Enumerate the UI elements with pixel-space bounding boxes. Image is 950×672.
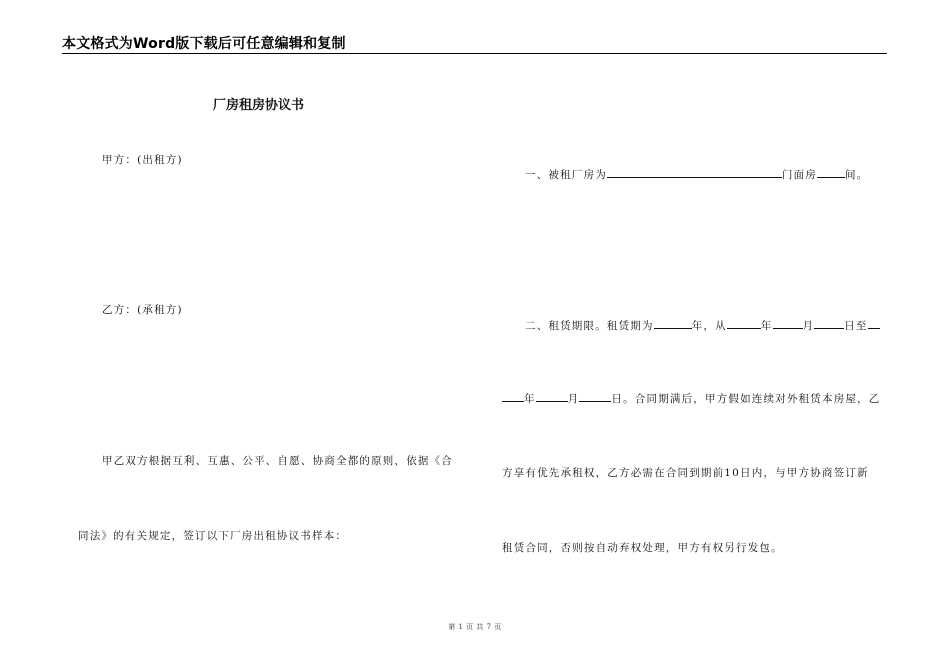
clause-2-line-1: [525, 318, 880, 333]
clause-2-line-4: 租赁合同，否则按自动弃权处理，甲方有权另行发包。: [502, 542, 783, 554]
clause-2-line-2-month: 月: [567, 393, 580, 405]
clause-2-day-to: 日至: [844, 320, 868, 332]
clause-2-prefix: 二、租赁期限。租赁期为: [525, 320, 654, 332]
blank-lease-years: [654, 318, 692, 329]
clause-2-line-2-year: 年: [524, 393, 536, 405]
blank-start-day: [814, 318, 844, 329]
party-b-label: 乙方：(承租方): [102, 304, 183, 316]
blank-start-month: [773, 318, 803, 329]
clause-2-month: 月: [802, 320, 815, 332]
clause-1-prefix: 一、被租厂房为: [525, 169, 607, 181]
page-number-footer: 第 1 页 共 7 页: [448, 623, 502, 631]
clause-2-line-2-rest: 日。合同期满后，甲方假如连续对外租赁本房屋，乙: [611, 393, 881, 405]
clause-2-year: 年: [760, 320, 773, 332]
clause-2-line-3: 方享有优先承租权，乙方必需在合同到期前10日内，与甲方协商签订新: [502, 467, 869, 479]
clause-1: [525, 167, 868, 182]
party-a-label: 甲方：(出租方): [102, 154, 183, 166]
blank-factory-location: [607, 167, 782, 178]
blank-room-count: [817, 167, 845, 178]
header-divider: [62, 53, 887, 54]
page-header-title: 本文格式为Word版下载后可任意编辑和复制: [62, 36, 346, 52]
blank-end-day: [579, 391, 611, 402]
clause-1-mid: 门面房: [781, 169, 818, 181]
blank-end-year: [502, 391, 524, 402]
blank-end-year-start: [868, 318, 880, 329]
document-title: 厂房租房协议书: [213, 98, 305, 113]
blank-end-month: [536, 391, 568, 402]
clause-2-year-from: 年，从: [691, 320, 727, 332]
intro-paragraph-line-1: 甲乙双方根据互利、互惠、公平、自愿、协商全都的原则，依据《合: [102, 455, 453, 467]
intro-paragraph-line-2: 同法》的有关规定，签订以下厂房出租协议书样本：: [78, 530, 348, 542]
clause-1-suffix: 间。: [845, 169, 869, 181]
clause-2-line-2: [502, 391, 881, 406]
blank-start-year: [727, 318, 761, 329]
